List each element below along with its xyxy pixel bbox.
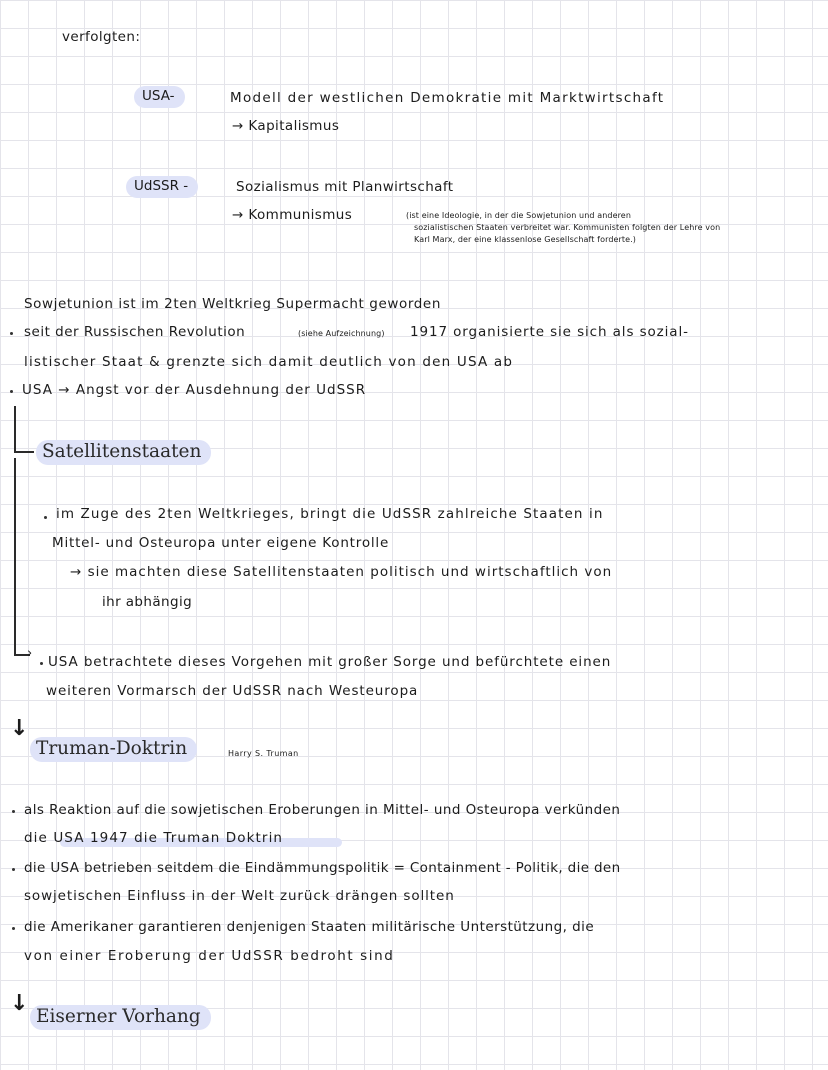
udssr-description: Sozialismus mit Planwirtschaft	[236, 179, 454, 195]
bracket-line	[14, 451, 34, 453]
soviet-line-3: listischer Staat & grenzte sich damit deutlich von den USA ab	[24, 354, 514, 370]
heading-truman-doktrin: Truman-Doktrin	[30, 737, 197, 762]
truman-subname: Harry S. Truman	[228, 749, 299, 758]
udssr-label: UdSSR -	[126, 176, 198, 198]
soviet-line-1: Sowjetunion ist im 2ten Weltkrieg Supermacht geworden	[24, 296, 441, 312]
arrow-down-icon: ↓	[10, 991, 29, 1016]
bullet	[12, 868, 15, 871]
satelliten-line-3: → sie machten diese Satellitenstaaten politisch und wirtschaftlich von	[70, 564, 613, 580]
bullet	[40, 662, 43, 665]
truman-line-2: die USA 1947 die Truman Doktrin	[24, 830, 284, 846]
satelliten-line-2: Mittel- und Osteuropa unter eigene Kontrolle	[52, 535, 390, 551]
usa-label: USA-	[134, 86, 185, 108]
satelliten-conclusion-1: USA betrachtete dieses Vorgehen mit großer Sorge und befürchtete einen	[48, 654, 612, 670]
truman-line-3: die USA betrieben seitdem die Eindämmungspolitik = Containment - Politik, die den	[24, 860, 621, 876]
bullet	[10, 332, 13, 335]
soviet-line-2a: seit der Russischen Revolution	[24, 324, 246, 340]
truman-line-5: die Amerikaner garantieren denjenigen Staaten militärische Unterstützung, die	[24, 919, 595, 935]
bullet	[10, 390, 13, 393]
udssr-arrow-communism: → Kommunismus	[232, 207, 353, 223]
udssr-note-line-2: sozialistischen Staaten verbreitet war. Kommunisten folgten der Lehre von	[414, 223, 721, 232]
soviet-line-2b: (siehe Aufzeichnung)	[298, 329, 385, 338]
usa-description: Modell der westlichen Demokratie mit Marktwirtschaft	[230, 90, 665, 106]
heading-satellitenstaaten: Satellitenstaaten	[36, 440, 211, 465]
bracket-line	[14, 458, 16, 654]
arrow-right-icon: ›	[27, 646, 33, 661]
satelliten-line-1: im Zuge des 2ten Weltkrieges, bringt die UdSSR zahlreiche Staaten in	[56, 506, 604, 522]
soviet-line-2c: 1917 organisierte sie sich als sozial-	[410, 324, 689, 340]
satelliten-line-4: ihr abhängig	[102, 594, 193, 610]
udssr-note-line-1: (ist eine Ideologie, in der die Sowjetunion und anderen	[406, 211, 631, 220]
udssr-note-line-3: Karl Marx, der eine klassenlose Gesellschaft forderte.)	[414, 235, 637, 244]
truman-line-6: von einer Eroberung der UdSSR bedroht sind	[24, 948, 395, 964]
bullet	[44, 516, 47, 519]
satelliten-conclusion-2: weiteren Vormarsch der UdSSR nach Westeuropa	[46, 683, 419, 699]
arrow-down-icon: ↓	[10, 716, 29, 741]
bullet	[12, 927, 15, 930]
truman-line-4: sowjetischen Einfluss in der Welt zurück drängen sollten	[24, 888, 455, 904]
bracket-line	[14, 406, 16, 452]
soviet-line-4: USA → Angst vor der Ausdehnung der UdSSR	[22, 382, 367, 398]
usa-arrow-capitalism: → Kapitalismus	[232, 118, 340, 134]
bullet	[12, 810, 15, 813]
intro-label: verfolgten:	[62, 29, 141, 45]
truman-line-1: als Reaktion auf die sowjetischen Eroberungen in Mittel- und Osteuropa verkünden	[24, 802, 621, 818]
heading-eiserner-vorhang: Eiserner Vorhang	[30, 1005, 211, 1030]
